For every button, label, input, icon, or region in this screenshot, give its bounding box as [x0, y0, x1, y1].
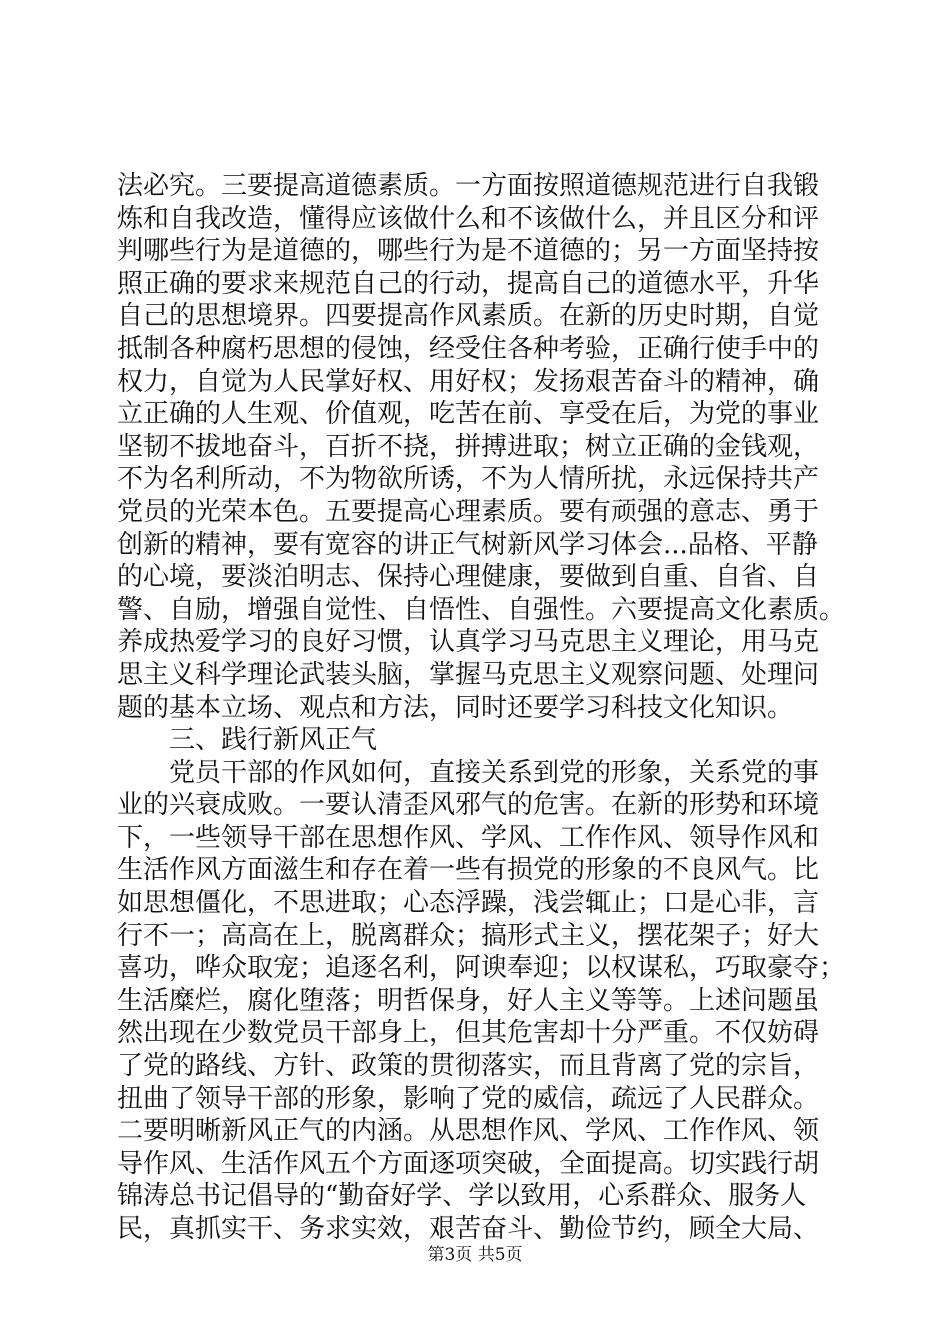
text-line: 的心境，要淡泊明志、保持心理健康，要做到自重、自省、自 [117, 562, 820, 593]
text-line: 下，一些领导干部在思想作风、学风、工作作风、领导作风和 [117, 822, 820, 853]
text-line: 法必究。三要提高道德素质。一方面按照道德规范进行自我锻 [117, 171, 820, 201]
text-line: 然出现在少数党员干部身上，但其危害却十分严重。不仅妨碍 [117, 1018, 820, 1049]
text-line: 扭曲了领导干部的形象，影响了党的威信，疏远了人民群众。 [117, 1083, 820, 1114]
text-line: 判哪些行为是道德的，哪些行为是不道德的；另一方面坚持按 [117, 236, 820, 267]
text-line: 业的兴衰成败。一要认清歪风邪气的危害。在新的形势和环境 [117, 790, 820, 821]
text-line: 思主义科学理论武装头脑，掌握马克思主义观察问题、处理问 [117, 659, 820, 690]
text-line: 不为名利所动，不为物欲所诱，不为人情所扰，永远保持共产 [117, 464, 820, 495]
text-line: 创新的精神，要有宽容的讲正气树新风学习体会...品格、平静 [117, 529, 818, 560]
text-line: 立正确的人生观、价值观，吃苦在前、享受在后，为党的事业 [117, 399, 820, 430]
text-line: 喜功，哗众取宠；追逐名利，阿谀奉迎；以权谋私，巧取豪夺； [117, 953, 846, 984]
text-line: 生活糜烂，腐化堕落；明哲保身，好人主义等等。上述问题虽 [117, 985, 820, 1016]
text-line: 了党的路线、方针、政策的贯彻落实，而且背离了党的宗旨， [117, 1051, 820, 1082]
text-line: 自己的思想境界。四要提高作风素质。在新的历史时期，自觉 [117, 301, 820, 332]
text-line: 锦涛总书记倡导的“勤奋好学、学以致用，心系群众、服务人 [117, 1181, 807, 1212]
text-line: 民，真抓实干、务求实效，艰苦奋斗、勤俭节约，顾全大局、 [117, 1214, 820, 1244]
text-line: 权力，自觉为人民掌好权、用好权；发扬艰苦奋斗的精神，确 [117, 366, 820, 397]
text-line: 照正确的要求来规范自己的行动，提高自己的道德水平，升华 [117, 268, 820, 299]
text-line: 如思想僵化，不思进取；心态浮躁，浅尝辄止；口是心非，言 [117, 888, 820, 919]
text-line: 生活作风方面滋生和存在着一些有损党的形象的不良风气。比 [117, 855, 820, 886]
text-line: 坚韧不拔地奋斗，百折不挠，拼搏进取；树立正确的金钱观， [117, 431, 820, 462]
text-line: 党员的光荣本色。五要提高心理素质。要有顽强的意志、勇于 [117, 496, 820, 527]
text-line: 导作风、生活作风五个方面逐项突破，全面提高。切实践行胡 [117, 1148, 820, 1179]
body-text [117, 170, 846, 1246]
text-line: 养成热爱学习的良好习惯，认真学习马克思主义理论，用马克 [117, 627, 820, 658]
page-footer: 第3页 共5页 [427, 1245, 523, 1265]
text-line: 炼和自我改造，懂得应该做什么和不该做什么，并且区分和评 [117, 203, 820, 234]
text-line: 二要明晰新风正气的内涵。从思想作风、学风、工作作风、领 [117, 1116, 820, 1147]
text-line: 题的基本立场、观点和方法，同时还要学习科技文化知识。 [117, 692, 794, 723]
text-line: 抵制各种腐朽思想的侵蚀，经受住各种考验，正确行使手中的 [117, 333, 820, 364]
text-line: 警、自励，增强自觉性、自悟性、自强性。六要提高文化素质。 [117, 594, 846, 625]
section-heading: 三、践行新风正气 [169, 725, 378, 756]
paragraph-start-line: 党员干部的作风如何，直接关系到党的形象，关系党的事 [169, 757, 820, 788]
text-line: 行不一；高高在上，脱离群众；搞形式主义，摆花架子；好大 [117, 920, 820, 951]
